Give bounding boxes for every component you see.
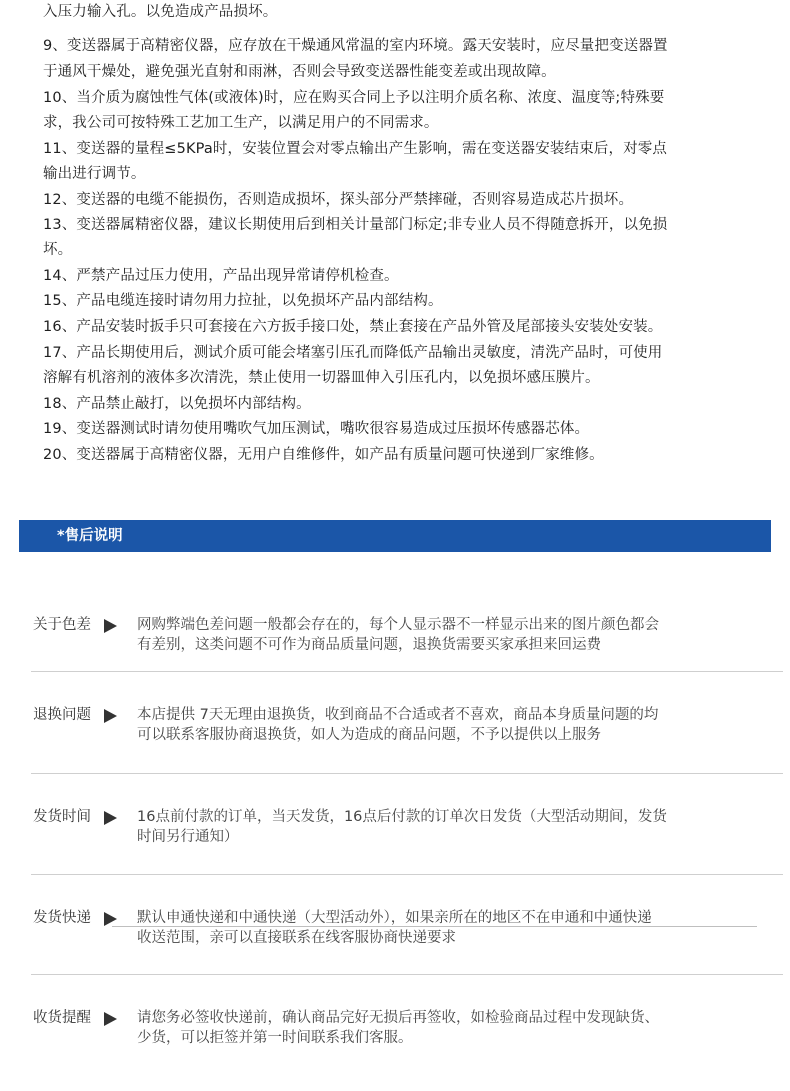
faq-text (137, 807, 767, 847)
note-line: 入压力输入孔。以免造成产品损坏。 (43, 4, 278, 20)
divider (31, 773, 783, 774)
faq-text-line: 默认申通快递和中通快递（大型活动外），如果亲所在的地区不在申通和中通快递 (137, 910, 652, 926)
faq-label: 发货快递 (33, 910, 91, 926)
faq-text-line: 有差别，这类问题不可作为商品质量问题，退换货需要买家承担来回运费 (137, 637, 601, 653)
note-line: 坏。 (43, 242, 73, 258)
note-line: 17、产品长期使用后，测试介质可能会堵塞引压孔而降低产品输出灵敏度，清洗产品时，可使用 (43, 345, 663, 361)
faq-text-line: 少货，可以拒签并第一时间联系我们客服。 (137, 1030, 413, 1046)
after-sales-title: *售后说明 (57, 528, 123, 544)
note-line: 13、变送器属精密仪器，建议长期使用后到相关计量部门标定;非专业人员不得随意拆开，以免损 (43, 217, 668, 233)
faq-label: 退换问题 (33, 707, 91, 723)
note-line: 于通风干燥处，避免强光直射和雨淋，否则会导致变送器性能变差或出现故障。 (43, 64, 556, 80)
note-line: 溶解有机溶剂的液体多次清洗，禁止使用一切器皿伸入引压孔内，以免损坏感压膜片。 (43, 370, 600, 386)
faq-text-line: 本店提供 7天无理由退换货，收到商品不合适或者不喜欢，商品本身质量问题的均 (137, 707, 659, 723)
triangle-right-icon (104, 1012, 117, 1026)
faq-text (137, 908, 767, 948)
divider (31, 671, 783, 672)
note-line: 11、变送器的量程≤5KPa时，安装位置会对零点输出产生影响，需在变送器安装结束后，对零点 (43, 141, 668, 157)
strike-line (112, 926, 757, 927)
triangle-right-icon (104, 912, 117, 926)
faq-text-line: 收送范围，亲可以直接联系在线客服协商快递要求 (137, 930, 456, 946)
note-line: 15、产品电缆连接时请勿用力拉扯，以免损坏产品内部结构。 (43, 293, 443, 309)
note-line: 18、产品禁止敲打，以免损坏内部结构。 (43, 396, 311, 412)
note-line: 输出进行调节。 (43, 166, 146, 182)
triangle-right-icon (104, 619, 117, 633)
note-line: 9、变送器属于高精密仪器，应存放在干燥通风常温的室内环境。露天安装时，应尽量把变送器置 (43, 38, 668, 54)
faq-text (137, 705, 767, 745)
note-line: 10、当介质为腐蚀性气体(或液体)时，应在购买合同上予以注明介质名称、浓度、温度等;特殊要 (43, 90, 665, 106)
triangle-right-icon (104, 709, 117, 723)
divider (31, 874, 783, 875)
divider (31, 974, 783, 975)
note-line: 16、产品安装时扳手只可套接在六方扳手接口处，禁止套接在产品外管及尾部接头安装处安装。 (43, 319, 663, 335)
faq-text-line: 请您务必签收快递前，确认商品完好无损后再签收，如检验商品过程中发现缺货、 (137, 1010, 659, 1026)
faq-text (137, 615, 767, 655)
faq-text-line: 时间另行通知） (137, 829, 239, 845)
note-line: 19、变送器测试时请勿使用嘴吹气加压测试，嘴吹很容易造成过压损坏传感器芯体。 (43, 421, 590, 437)
faq-text (137, 1008, 767, 1048)
faq-label: 关于色差 (33, 617, 91, 633)
after-sales-banner (19, 520, 771, 552)
note-line: 12、变送器的电缆不能损伤，否则造成损坏，探头部分严禁摔碰，否则容易造成芯片损坏。 (43, 192, 634, 208)
faq-label: 收货提醒 (33, 1010, 91, 1026)
faq-text-line: 16点前付款的订单，当天发货，16点后付款的订单次日发货（大型活动期间，发货 (137, 809, 667, 825)
note-line: 14、严禁产品过压力使用，产品出现异常请停机检查。 (43, 268, 399, 284)
faq-text-line: 网购弊端色差问题一般都会存在的，每个人显示器不一样显示出来的图片颜色都会 (137, 617, 659, 633)
faq-text-line: 可以联系客服协商退换货，如人为造成的商品问题，不予以提供以上服务 (137, 727, 601, 743)
note-line: 求，我公司可按特殊工艺加工生产，以满足用户的不同需求。 (43, 115, 439, 131)
faq-label: 发货时间 (33, 809, 91, 825)
triangle-right-icon (104, 811, 117, 825)
note-line: 20、变送器属于高精密仪器，无用户自维修件，如产品有质量问题可快递到厂家维修。 (43, 447, 604, 463)
